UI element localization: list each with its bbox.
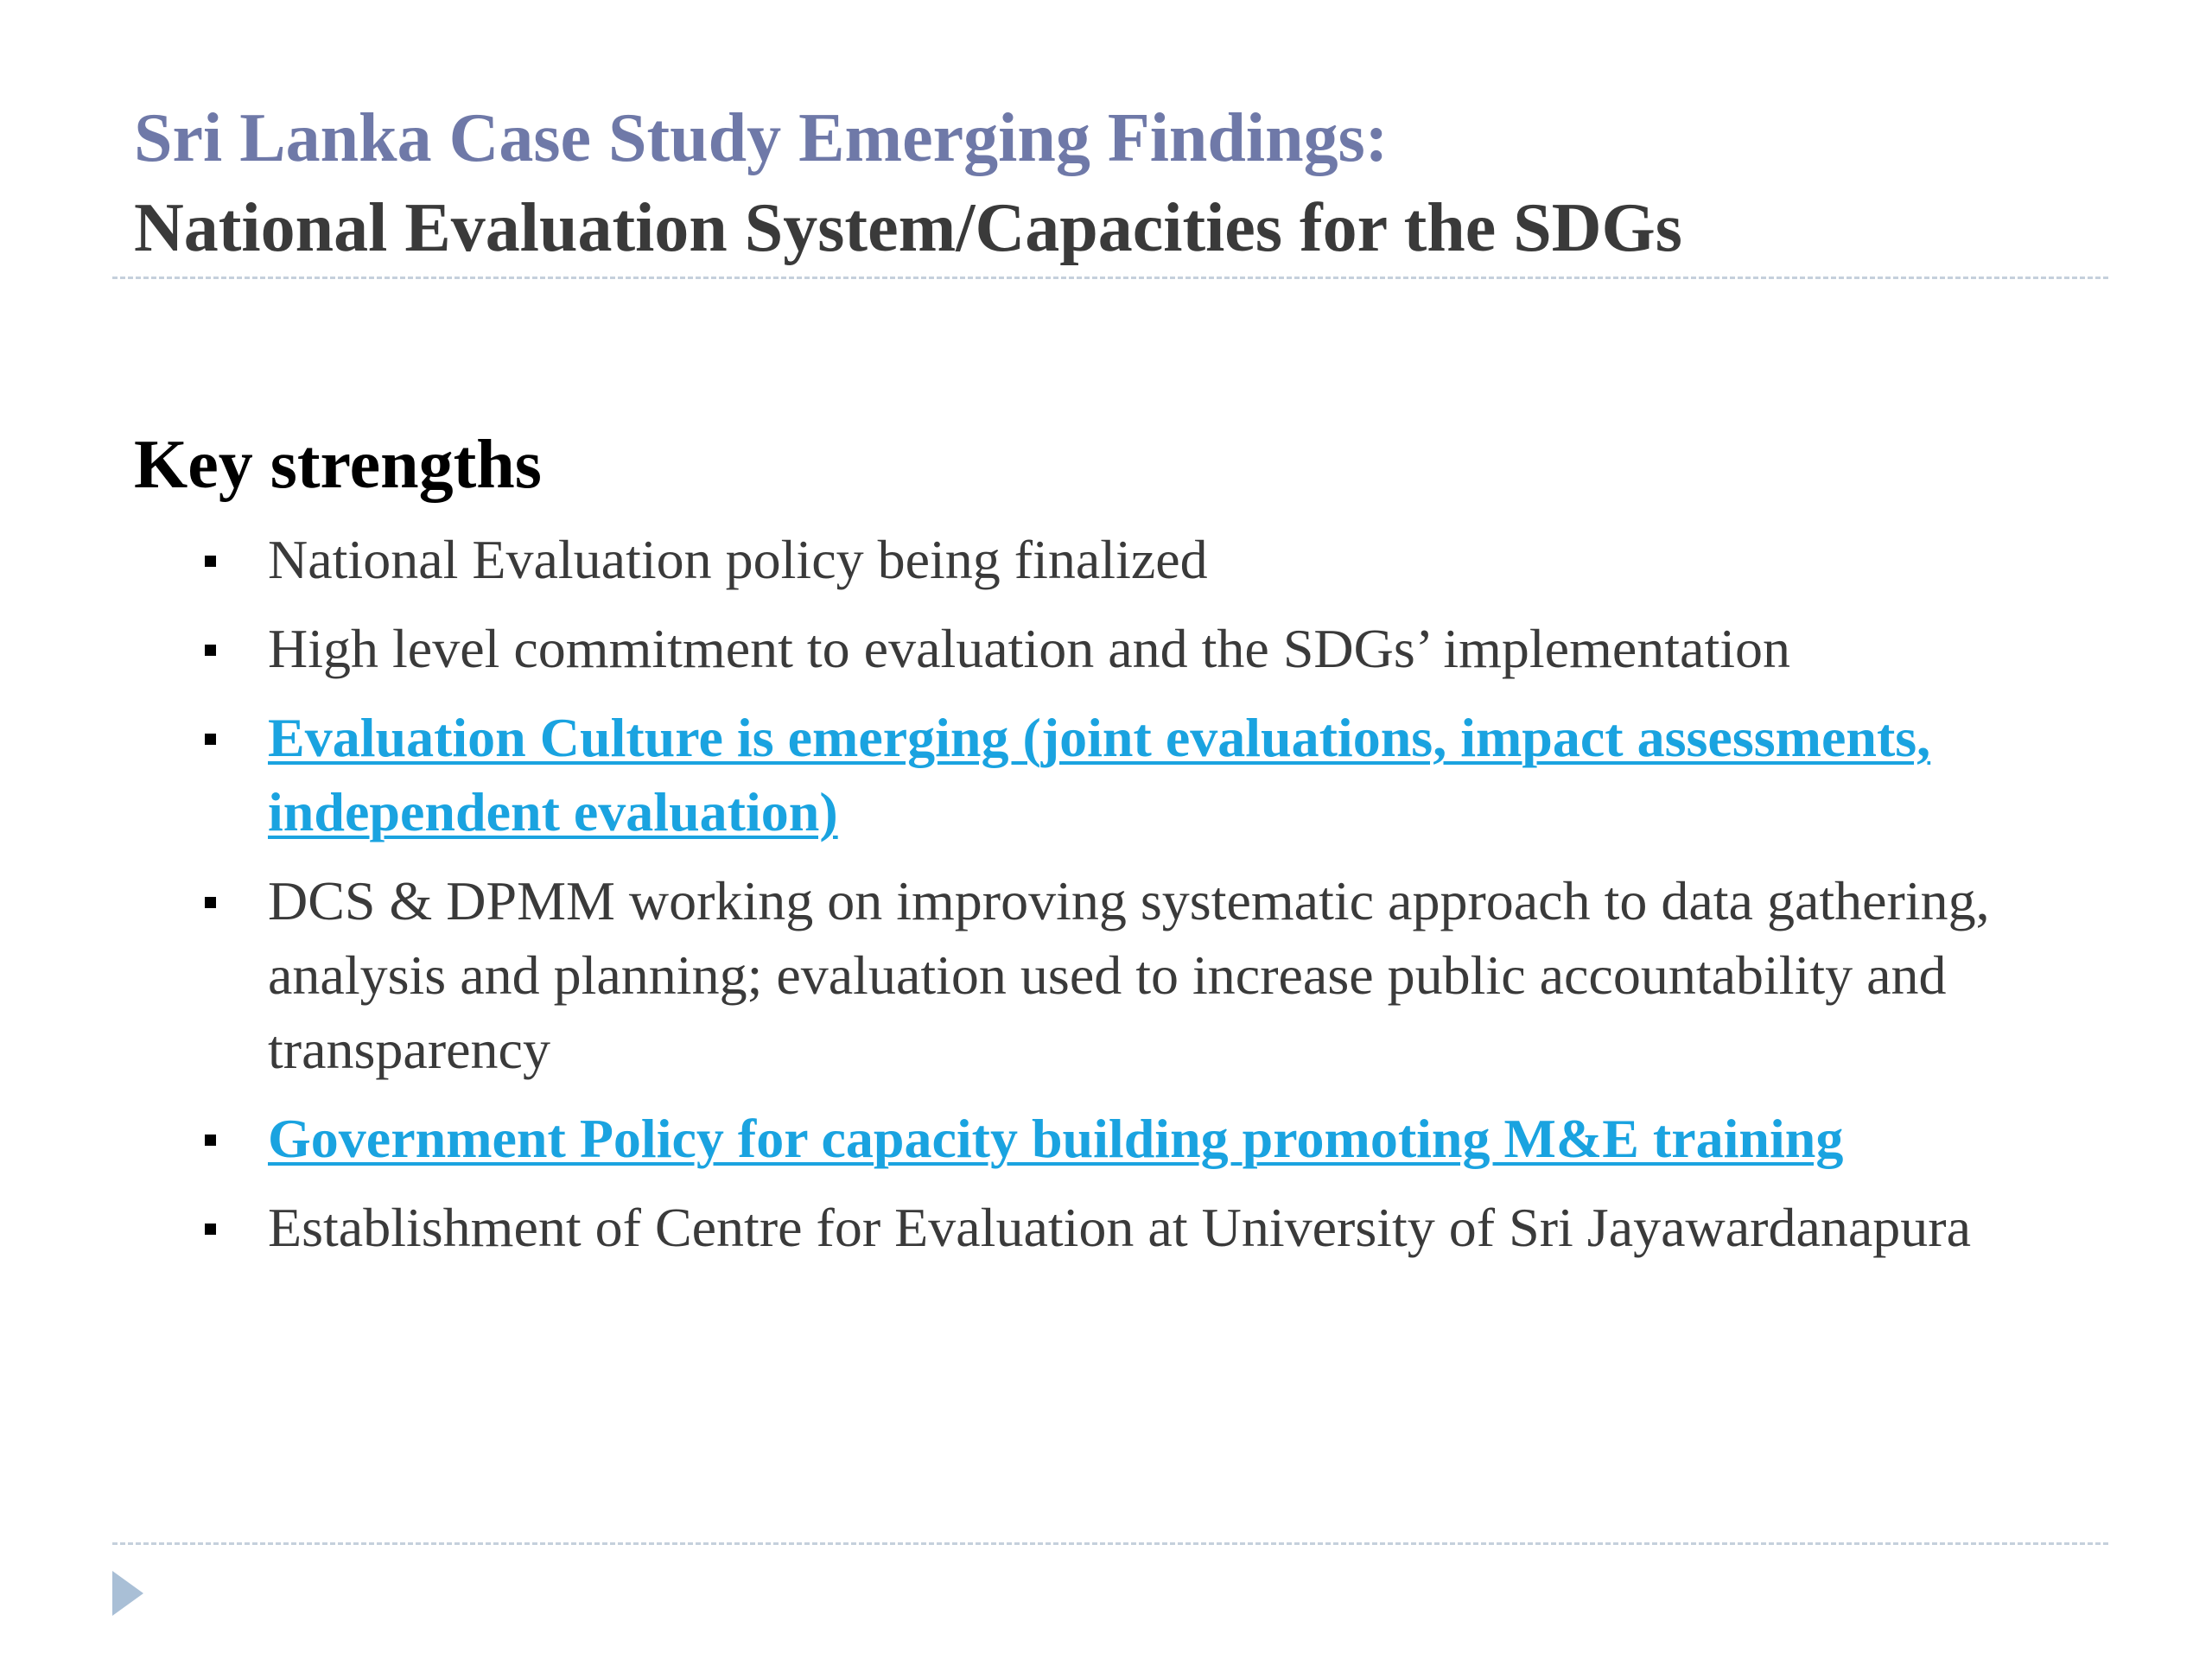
title-line-2: National Evaluation System/Capacities for the SDGs — [134, 190, 1682, 266]
square-bullet-icon — [205, 734, 216, 745]
square-bullet-icon — [205, 897, 216, 908]
bullet-item-4 — [0, 864, 2212, 1087]
square-bullet-icon — [205, 1224, 216, 1235]
title-line-1: Sri Lanka Case Study Emerging Findings: — [134, 100, 1389, 176]
next-slide-triangle-icon[interactable] — [112, 1571, 143, 1616]
square-bullet-icon — [205, 1135, 216, 1146]
bullet-text: DCS & DPMM working on improving systematic approach to data gathering, analysis and planning; evaluation used to increase public accountability and transparency — [268, 870, 1990, 1080]
square-bullet-icon — [205, 645, 216, 656]
footer-divider — [112, 1542, 2108, 1545]
bullet-item-3[interactable] — [0, 701, 2212, 849]
bullet-text: High level commitment to evaluation and the SDGs’ implementation — [268, 618, 1790, 679]
bullet-item-6 — [0, 1191, 2212, 1265]
slide-title — [134, 93, 2121, 273]
bullet-list — [0, 523, 2212, 1280]
bullet-item-5[interactable] — [0, 1102, 2212, 1176]
bullet-link[interactable]: Government Policy for capacity building promoting M&E training — [268, 1108, 1844, 1169]
bullet-item-1 — [0, 523, 2212, 597]
bullet-item-2 — [0, 612, 2212, 686]
bullet-link[interactable]: Evaluation Culture is emerging (joint evaluations, impact assessments, independent evaluation) — [268, 707, 1931, 842]
title-divider — [112, 276, 2108, 279]
section-heading: Key strengths — [134, 427, 542, 503]
bullet-text: Establishment of Centre for Evaluation at University of Sri Jayawardanapura — [268, 1197, 1971, 1258]
bullet-text: National Evaluation policy being finalized — [268, 529, 1208, 590]
square-bullet-icon — [205, 556, 216, 567]
